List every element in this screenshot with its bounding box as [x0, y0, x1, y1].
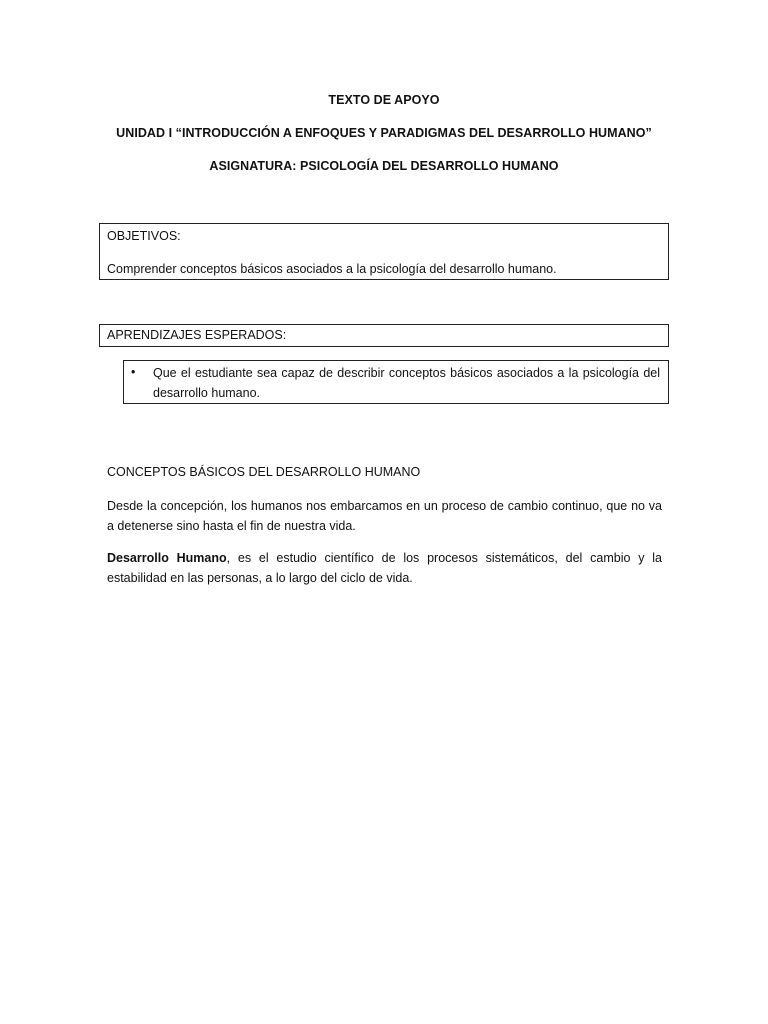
unit-title: UNIDAD I “INTRODUCCIÓN A ENFOQUES Y PARADIGMAS DEL DESARROLLO HUMANO” [116, 126, 652, 140]
paragraph-1: Desde la concepción, los humanos nos embarcamos en un proceso de cambio continuo, que no va a detenerse sino hasta el fin de nuestra vida. [107, 499, 662, 533]
bullet-icon: • [131, 365, 136, 379]
subject-title: ASIGNATURA: PSICOLOGÍA DEL DESARROLLO HUMANO [209, 159, 559, 173]
list-item: Que el estudiante sea capaz de describir conceptos básicos asociados a la psicología del desarrollo humano. [153, 366, 660, 400]
paragraph-2-term: Desarrollo Humano [107, 551, 227, 565]
expected-learning-list [123, 360, 669, 404]
expected-learning-box [99, 324, 669, 347]
paragraph-2 [107, 548, 662, 588]
expected-learning-label: APRENDIZAJES ESPERADOS: [107, 328, 287, 342]
objectives-box [99, 223, 669, 280]
objectives-label: OBJETIVOS: [107, 229, 181, 243]
document-title: TEXTO DE APOYO [328, 93, 440, 107]
section-title: CONCEPTOS BÁSICOS DEL DESARROLLO HUMANO [107, 465, 421, 479]
objectives-text: Comprender conceptos básicos asociados a la psicología del desarrollo humano. [107, 262, 557, 276]
paragraph-2-text: , es el estudio científico de los procesos sistemáticos, del cambio y la estabilidad en las personas, a lo largo del ciclo de vida. [107, 551, 662, 585]
